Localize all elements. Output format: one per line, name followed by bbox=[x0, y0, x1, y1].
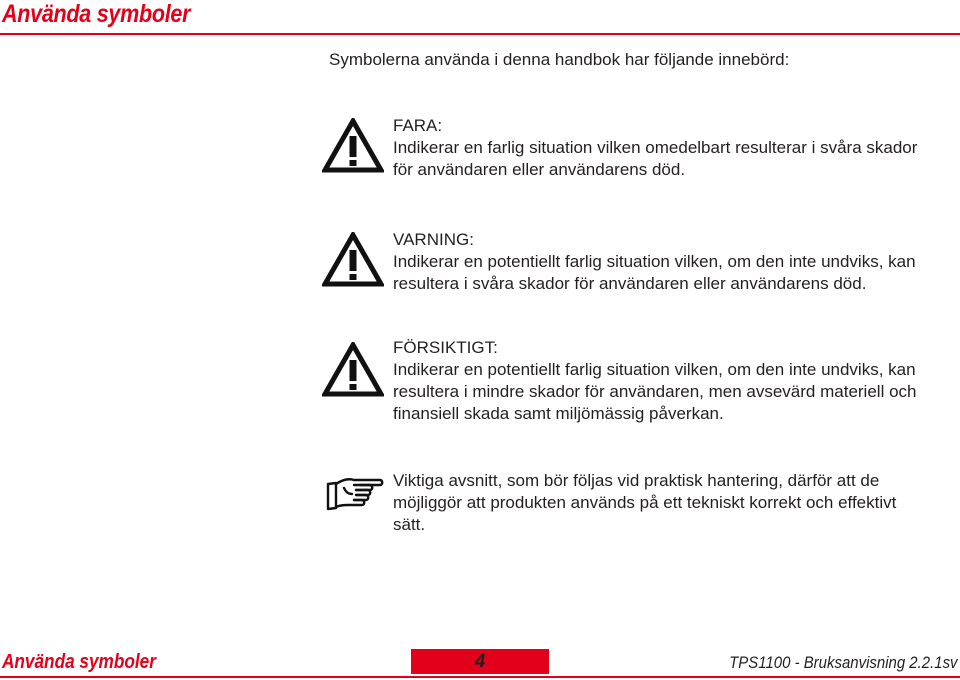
note-section bbox=[393, 470, 958, 536]
header-divider bbox=[0, 33, 960, 35]
caution-label: FÖRSIKTIGT: bbox=[393, 338, 498, 357]
footer-divider bbox=[0, 676, 960, 678]
warning-section bbox=[393, 229, 958, 295]
warning-text-line-2: resultera i svåra skador för användaren eller användarens död. bbox=[393, 274, 867, 293]
warning-triangle-icon bbox=[322, 232, 384, 288]
caution-text-line-3: finansiell skada samt miljömässig påverkan. bbox=[393, 404, 724, 423]
warning-triangle-icon bbox=[322, 342, 384, 398]
caution-section bbox=[393, 337, 958, 425]
warning-text-line-1: Indikerar en potentiellt farlig situation vilken, om den inte undviks, kan bbox=[393, 252, 916, 271]
note-text-line-1: Viktiga avsnitt, som bör följas vid praktisk hantering, därför att de bbox=[393, 471, 880, 490]
danger-text-line-2: för användaren eller användarens död. bbox=[393, 160, 686, 179]
footer-document-title: TPS1100 - Bruksanvisning 2.2.1sv bbox=[729, 653, 958, 672]
danger-text-line-1: Indikerar en farlig situation vilken omedelbart resulterar i svåra skador bbox=[393, 138, 918, 157]
danger-label: FARA: bbox=[393, 116, 443, 135]
note-text-line-3: sätt. bbox=[393, 515, 426, 534]
caution-text-line-2: resultera i mindre skador för användaren, men avsevärd materiell och bbox=[393, 382, 917, 401]
warning-triangle-icon bbox=[322, 118, 384, 174]
page-header-title: Använda symboler bbox=[2, 0, 191, 28]
page-number: 4 bbox=[474, 651, 486, 672]
pointing-hand-icon bbox=[326, 474, 384, 512]
warning-label: VARNING: bbox=[393, 230, 474, 249]
footer-section-title: Använda symboler bbox=[2, 651, 156, 673]
note-text-line-2: möjliggör att produkten används på ett tekniskt korrekt och effektivt bbox=[393, 493, 897, 512]
danger-section bbox=[393, 115, 958, 181]
caution-text-line-1: Indikerar en potentiellt farlig situation vilken, om den inte undviks, kan bbox=[393, 360, 916, 379]
intro-text: Symbolerna använda i denna handbok har följande innebörd: bbox=[329, 50, 790, 69]
